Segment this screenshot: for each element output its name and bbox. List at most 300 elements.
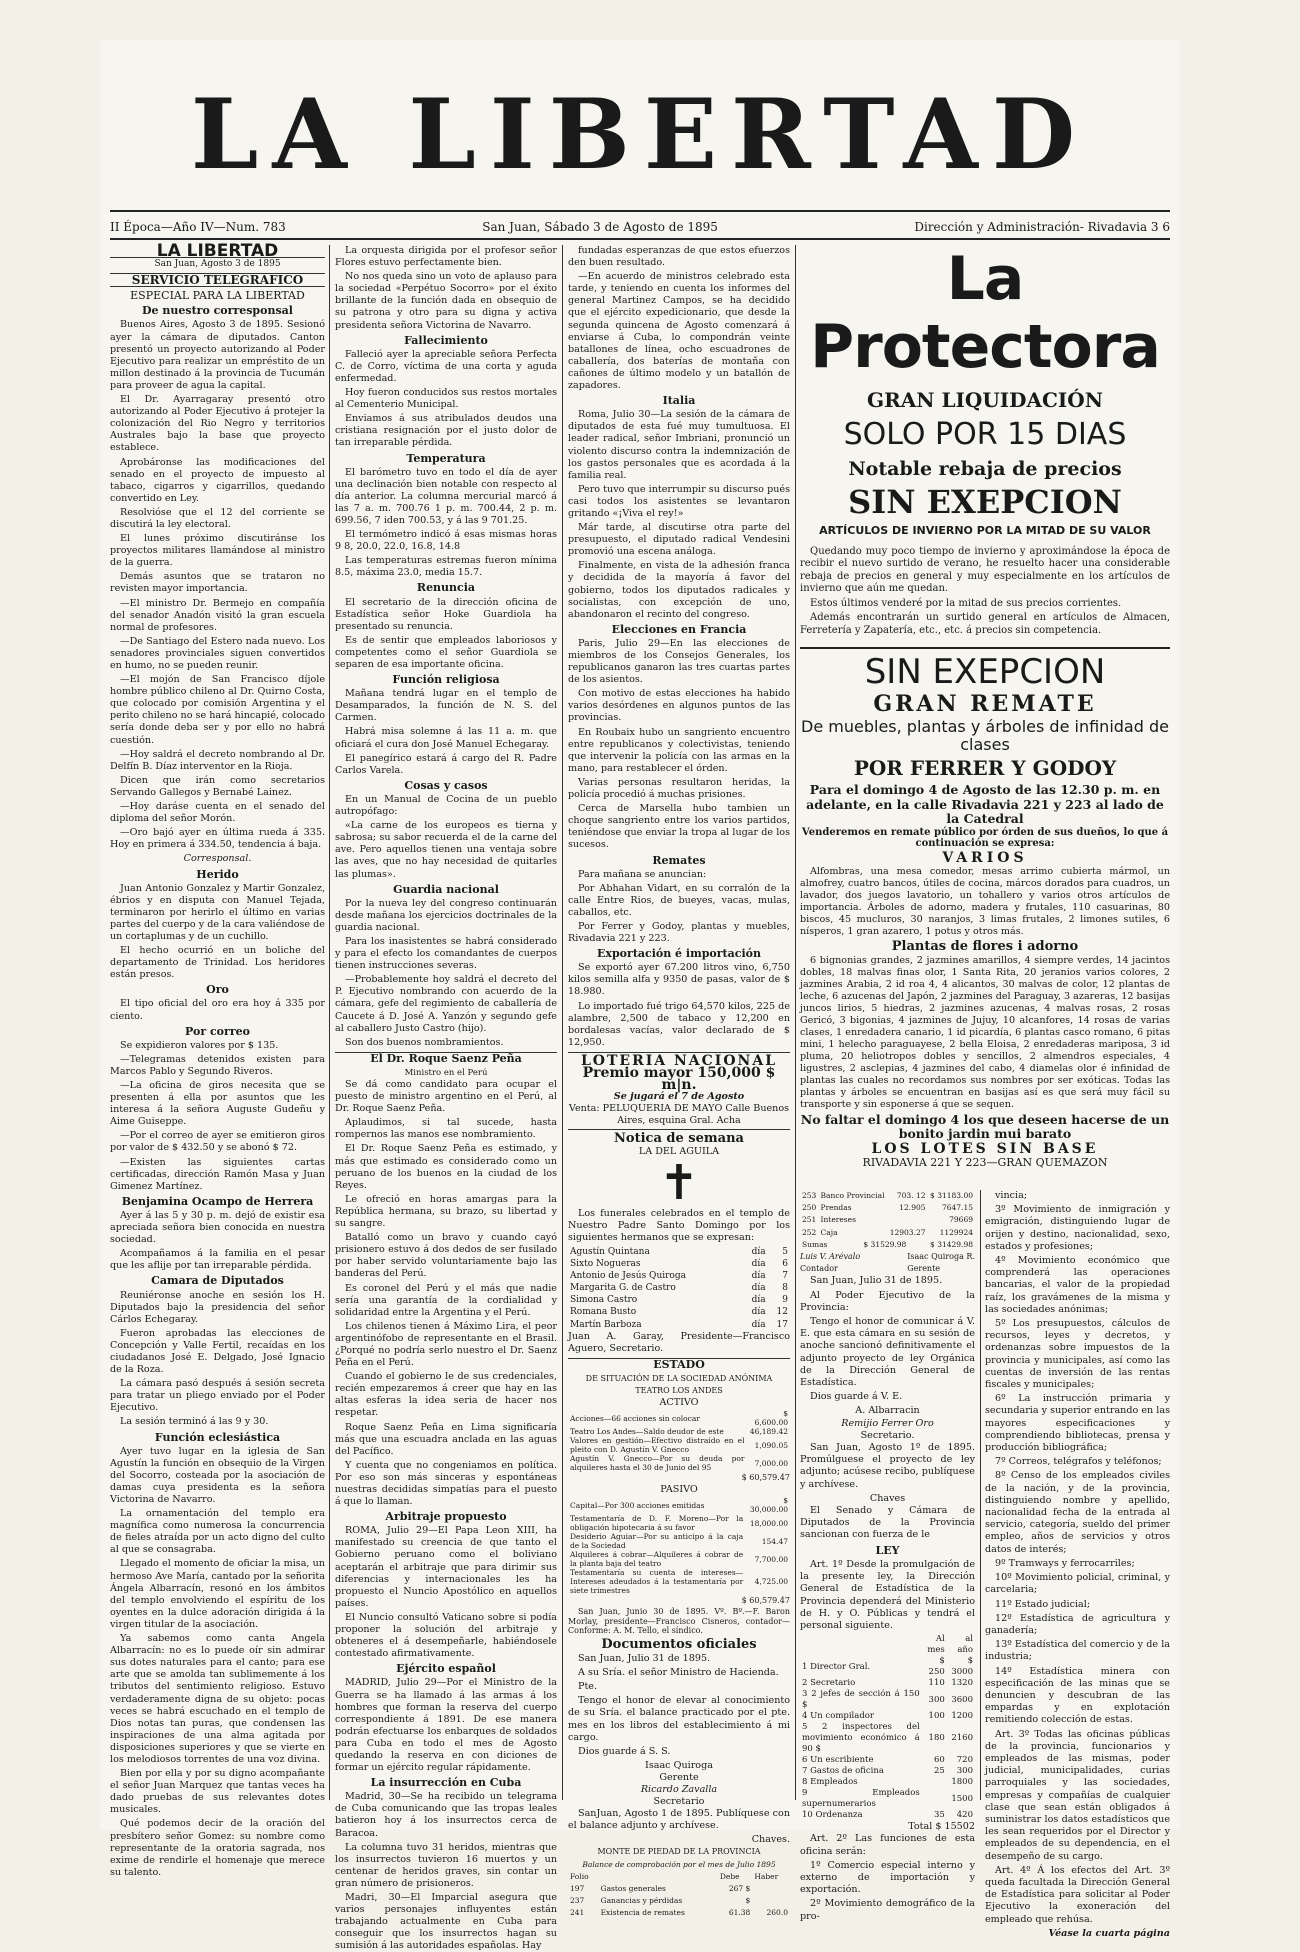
col1-sub: De nuestro corresponsal <box>142 304 293 318</box>
table-row <box>800 1214 975 1226</box>
paragraph: 4º Movimiento económico que comprenderá las operaciones bancarias, el valor de la propiedad raíz, los gravámenes de la misma y las sociedades anónimas; <box>985 1255 1170 1315</box>
gerente-role: Gerente <box>907 1264 941 1274</box>
table-cell: 703. 12 <box>896 1191 926 1200</box>
art1: Art. 1º Desde la promulgación de la presente ley, la Dirección General de Estadística de la Provincia dependerá del Ministerio de H. y O. Públicas y tendrá el personal siguiente. <box>800 1558 975 1631</box>
paragraph: La sesión terminó á las 9 y 30. <box>120 1416 269 1428</box>
ad-line-1: GRAN LIQUIDACIÓN <box>867 388 1103 412</box>
table-row <box>568 1550 790 1568</box>
table-cell: 12.905 <box>899 1203 926 1213</box>
table-row <box>800 1810 975 1821</box>
table-cell: 8 <box>782 1283 788 1294</box>
table-cell: 2 Secretario <box>802 1678 856 1689</box>
paragraph: Por Ferrer y Godoy, plantas y muebles, Rivadavia 221 y 223. <box>568 920 790 945</box>
ad-line-11: Venderemos en remate público por órden de sus dueños, lo que á continuación se expresa: <box>801 826 1169 850</box>
ad-line-16: RIVADAVIA 221 Y 223—GRAN QUEMAZON <box>862 1156 1108 1170</box>
paragraph: Para los inasistentes se habrá considerado y para el efecto los comandantes de cuerpos tienen instrucciones severas. <box>335 935 557 972</box>
dateline-issue: II Época—Año IV—Num. 783 <box>110 220 286 234</box>
dateline-rule <box>110 238 1170 240</box>
chaves: Chaves <box>869 1492 906 1504</box>
heading-herido: Herido <box>196 867 239 881</box>
col1-place: San Juan, Agosto 3 de 1895 <box>154 259 281 270</box>
col2-cosas <box>335 794 557 881</box>
col6-items <box>985 1190 1170 1926</box>
paragraph: Aplaudimos, si tal sucede, hasta rompernos las manos ese nombramiento. <box>335 1117 557 1141</box>
paragraph: El panegírico estará á cargo del R. Padre Carlos Varela. <box>335 752 557 776</box>
column-3 <box>568 245 790 1917</box>
table-cell: 253 <box>802 1191 817 1200</box>
hermanos-table <box>568 1246 790 1331</box>
ad-body-2: Estos últimos venderé por la mitad de sus precios corrientes. <box>810 597 1122 609</box>
paragraph: Tengo el honor de elevar al conocimiento de su Sría. el balance practicado por el pte. mes en los libros del establecimiento á mi cargo. <box>568 1695 790 1743</box>
table-cell: 420 <box>956 1810 973 1821</box>
paragraph: El Dr. Ayarragaray presentó otro autorizando al Poder Ejecutivo á protejer la colonización del Rio Negro y territorios Australes bajo la base que proyecto establece. <box>110 394 325 454</box>
table-cell: Testamentaría de D. F. Moreno—Por la obligación hipotecaria á su favor <box>570 1514 744 1533</box>
table-row <box>800 1656 975 1678</box>
table-cell: 5 <box>782 1246 788 1257</box>
heading-cosas: Cosas y casos <box>404 778 488 792</box>
col2-funcion-religiosa <box>335 688 557 777</box>
paragraph: Llegado el momento de oficiar la misa, un hermoso Ave María, cantado por la señorita Ángela Albarracín, resonó en los ámbitos del templo envolviendo el espíritu de los oyentes en la dulce adoración dirigida á la virgen titular de la asociación. <box>110 1558 325 1630</box>
paragraph: Para mañana se anuncian: <box>578 868 707 880</box>
table-cell: Teatro Los Andes—Saldo deudor de este <box>570 1427 724 1437</box>
ad-line-8: De muebles, plantas y árboles de infinidad de clases <box>801 716 1169 755</box>
paragraph: 10º Movimiento policial, criminal, y carcelaria; <box>985 1572 1170 1596</box>
ad-line-15: LOS LOTES SIN BASE <box>871 1141 1099 1158</box>
loteria-title: LOTERIA NACIONAL <box>580 1052 778 1069</box>
heading-pena: El Dr. Roque Saenz Peña <box>335 1052 557 1065</box>
paragraph: 2º Movimiento demográfico de la pro- <box>800 1898 975 1922</box>
col2-renuncia: El secretario de la dirección oficina de Estadística señor Hoke Guardiola ha presentado su renuncia. <box>335 596 557 632</box>
col1-oro: El tipo oficial del oro era hoy á 335 por ciento. <box>110 998 325 1022</box>
table-cell: Debe <box>719 1871 740 1881</box>
col2-cuba <box>335 1791 557 1952</box>
table-cell: 18,000.00 <box>749 1518 788 1528</box>
heading-italia: Italia <box>662 394 696 408</box>
table-row <box>800 1711 975 1722</box>
notica-sub: LA DEL AGUILA <box>638 1145 720 1157</box>
table-cell: 79669 <box>949 1215 973 1225</box>
paragraph: La ornamentación del templo era magnífica como numerosa la concurrencia de fieles atraída por un acto digno del culto al que se consagraba. <box>110 1508 325 1556</box>
masthead: LA LIBERTAD <box>190 78 1090 191</box>
table-row <box>568 1306 790 1318</box>
table-row <box>568 1496 790 1514</box>
table-cell: Romana Busto <box>570 1307 637 1318</box>
paragraph: A su Sría. el señor Ministro de Hacienda. <box>578 1667 779 1679</box>
paragraph: Art. 3º Todas las oficinas públicas de la provincia, funcionarios y empleados de las mismas, poder judicial, municipalidades, curias parroquiales y las sociedades, empresas y compañías de cualquier clase que sean están obligados á suministrar los datos estadísticos que les sean requeridos por el Director y empleados de su dependencia, en el desempeño de su cargo. <box>985 1728 1170 1862</box>
col3-remates <box>568 869 790 946</box>
table-row <box>568 1532 790 1550</box>
paragraph: —La oficina de giros necesita que se presenten á ella por asuntos que les interesa á la señora Auguste Gudeñu y Aime Guiseppe. <box>110 1080 325 1128</box>
table-cell: 4,725.00 <box>754 1577 788 1587</box>
paragraph: Art. 4º Á los efectos del Art. 3º queda facultada la Dirección General de Estadística para solicitar al Poder Ejecutivo la exoneración del empleado que rehúsa. <box>985 1864 1170 1925</box>
col5-letter <box>800 1275 975 1403</box>
paragraph: Cerca de Marsella hubo tambien un choque sangriento entre los varios partidos, teniéndose que enviar la tropa al lugar de los sucesos. <box>568 803 790 851</box>
column-divider <box>795 245 796 1800</box>
table-cell: Antonio de Jesús Quiroga <box>570 1271 686 1282</box>
paragraph: Enviamos á sus atribulados deudos una cristiana resignación por el justo dolor de tan irreparable pérdida. <box>335 413 557 449</box>
paragraph: Habrá misa solemne á las 11 a. m. que oficiará el cura don José Manuel Echegaray. <box>335 726 557 750</box>
col1-section: SERVICIO TELEGRAFICO <box>110 273 325 287</box>
ad-line-2: SOLO POR 15 DIAS <box>843 417 1127 452</box>
paragraph: Por la nueva ley del congreso continuarán desde mañana los ejercicios doctrinales de la guardia nacional. <box>335 897 557 933</box>
paragraph: 5º Los presupuestos, cálculos de recursos, leyes y decretos, y ordenanzas sobre impuestos de la provincia y municipales, así como las cuentas de inversión de las rentas fiscales y municipales; <box>985 1318 1170 1391</box>
table-cell: día <box>751 1246 766 1257</box>
paragraph: Pero tuvo que interrumpir su discurso pués casi todos los asistentes se levantaron gritando «¡Viva el rey!» <box>568 483 790 519</box>
heading-arbitraje: Arbitraje propuesto <box>385 1510 507 1524</box>
table-cell: 1200 <box>951 1711 973 1722</box>
paragraph: Se dá como candidato para ocupar el puesto de ministro argentino en el Perú, al Dr. Roque Saenz Peña. <box>335 1079 557 1115</box>
loteria-ad <box>568 1052 790 1131</box>
monte-title: MONTE DE PIEDAD DE LA PROVINCIA <box>597 1847 761 1857</box>
table-cell: 60 <box>933 1755 945 1766</box>
art2-items <box>800 1860 975 1923</box>
col2-renuncia2: Es de sentir que empleados laboriosos y competentes como el señor Guardiola se separen de esa importante oficina. <box>335 634 557 670</box>
paragraph: Con motivo de estas elecciones ha habido varios desórdenes en algunos puntos de las provincias. <box>568 688 790 724</box>
paragraph: Hoy fueron conducidos sus restos mortales al Cementerio Municipal. <box>335 387 557 411</box>
loteria-sale: Venta: PELUQUERIA DE MAYO Calle Buenos Aires, esquina Gral. Acha <box>568 1103 790 1127</box>
table-cell: día <box>751 1307 766 1318</box>
loteria-prize: Premio mayor 150,000 $ m|n. <box>582 1065 776 1094</box>
paragraph: Qué podemos decir de la oración del presbítero señor Gomez: su nombre como representante de la oratoria sagrada, nos exime de rendirle el homenaje que merece su talento. <box>110 1818 325 1878</box>
ley-intro: El Senado y Cámara de Diputados de la Provincia sancionan con fuerza de le <box>800 1505 975 1541</box>
paragraph: Dios guarde á V. E. <box>810 1391 903 1403</box>
table-cell: Margarita G. de Castro <box>570 1283 676 1294</box>
table-cell: $ <box>745 1895 751 1905</box>
table-cell: 2160 <box>951 1733 973 1744</box>
pasivo-total: $ 60,579.47 <box>741 1596 790 1606</box>
table-cell <box>599 1871 718 1883</box>
table-cell: 252 <box>802 1227 817 1237</box>
col1-special: ESPECIAL PARA LA LIBERTAD <box>130 289 305 303</box>
hermanos-sign: Juan A. Garay, Presidente—Francisco Aguero, Secretario. <box>568 1330 790 1354</box>
monte-table <box>568 1871 790 1919</box>
sign2-role: Secretario. <box>860 1429 915 1441</box>
paragraph: fundadas esperanzas de que estos efuerzos den buen resultado. <box>568 245 790 269</box>
col1-herido <box>110 883 325 982</box>
masthead-rule <box>110 210 1170 212</box>
heading-remates: Remates <box>652 853 706 867</box>
col1-camara <box>110 1290 325 1429</box>
paragraph: 11º Estado judicial; <box>995 1598 1091 1610</box>
funerales-text: Los funerales celebrados en el templo de Nuestro Padre Santo Domingo por los siguientes hermanos que se expresan: <box>568 1207 790 1243</box>
table-cell: Agustín Quintana <box>570 1246 650 1257</box>
table-cell: 300 <box>956 1766 973 1777</box>
ad-line-12: VARIOS <box>942 849 1028 866</box>
table-cell: al año <box>957 1634 973 1656</box>
ad-varios: Alfombras, una mesa comedor, mesas arrimo cubierta mármol, un almofrey, cuatro bancos, útiles de cocina, márcos dorados para cuadros, un lavador, dos juegos lavatorio, un tohallero y varios otros artículos de importancia. Árboles de adorno, madera y frutales, 110 casuarinas, 80 biscos, 45 mucluros, 30 naranjos, 3 limas frutales, 2 limones sutiles, 6 nísperos, 1 gran azarero, 1 potus y otros más. <box>800 865 1170 937</box>
table-row <box>568 1294 790 1306</box>
table-cell: $ 30,000.00 <box>749 1496 788 1515</box>
column-2 <box>335 245 557 1952</box>
table-row <box>568 1409 790 1427</box>
table-cell: Martín Barboza <box>570 1319 642 1330</box>
table-row <box>800 1202 975 1214</box>
col3-intro <box>568 245 790 392</box>
table-cell: 3600 <box>951 1694 973 1705</box>
table-cell: día <box>751 1319 766 1330</box>
estado-sub: DE SITUACIÓN DE LA SOCIEDAD ANÓNIMA TEATRO LOS ANDES <box>585 1373 773 1395</box>
col3-italia <box>568 409 790 621</box>
docs-sign2-role: Secretario <box>653 1796 705 1808</box>
table-cell: 1 Director Gral. <box>802 1661 871 1672</box>
paragraph: —Probablemente hoy saldrá el decreto del P. Ejecutivo nombrando con acuerdo de la cámara, gefe del regimiento de caballería de Caucete á D. José A. Yanzón y segundo gefe al caballero Justo Castro (hijo). <box>335 974 557 1034</box>
table-cell: 100 <box>928 1711 945 1722</box>
paragraph: vincia; <box>995 1190 1028 1201</box>
contador-role: Contador <box>800 1264 838 1274</box>
paragraph: —El ministro Dr. Bermejo en compañía del senador Anadón visitó la gran escuela normal de profesores. <box>110 597 325 633</box>
table-cell: 7 Gastos de oficina <box>802 1766 884 1777</box>
paragraph: Batalló como un bravo y cuando cayó prisionero estuvo á dos dedos de ser fusilado por haber servido voluntariamente bajo las banderas del Perú. <box>335 1232 557 1280</box>
table-cell: 241 <box>570 1907 585 1917</box>
paragraph: Mañana tendrá lugar en el templo de Desamparados, la función de N. S. del Carmen. <box>335 688 557 724</box>
letter2: San Juan, Agosto 1º de 1895. Promúlguese el proyecto de ley adjunto; acúsese recibo, publíquese y archívese. <box>800 1442 975 1490</box>
ad-line-4: SIN EXEPCION <box>848 483 1122 522</box>
paragraph: Y cuenta que no congeniamos en política. Por eso son más sinceras y espontáneas nuestras decididas simpatías para el puesto á que lo llaman. <box>335 1459 557 1508</box>
activo-total: $ 60,579.47 <box>741 1473 790 1483</box>
table-cell: Caja <box>820 1227 838 1237</box>
table-cell: Alquileres á cobrar—Alquileres á cobrar de la planta baja del teatro <box>570 1550 744 1569</box>
dateline-address: Dirección y Administración- Rivadavia 3 6 <box>914 220 1170 234</box>
table-cell: 6 <box>782 1259 788 1270</box>
paragraph: Acompañamos á la familia en el pesar que les aflije por tan irreparable pérdida. <box>110 1248 325 1272</box>
newspaper-page <box>100 40 1180 1952</box>
column-divider <box>980 1190 981 1800</box>
paragraph: Falleció ayer la apreciable señora Perfecta C. de Corro, víctima de una corta y aguda enfermedad. <box>335 348 557 384</box>
table-cell: Existencia de remates <box>600 1907 685 1917</box>
table-cell: 720 <box>956 1755 973 1766</box>
col1-ocampo <box>110 1210 325 1272</box>
table-cell: 4 Un compilador <box>802 1711 874 1722</box>
paragraph: El hecho ocurrió en un boliche del departamento de Trinidad. Los heridores están presos. <box>110 945 325 981</box>
sign2: Remijio Ferrer Oro <box>841 1417 934 1429</box>
table-row <box>568 1895 790 1907</box>
paragraph: 7º Correos, telégrafos y teléfonos; <box>995 1456 1162 1468</box>
paragraph: —Telegramas detenidos existen para Marcos Pablo y Segundo Riveros. <box>110 1053 325 1077</box>
table-cell: Agustín V. Gnecco—Por su deuda por alquileres hasta el 30 de Junio del 95 <box>570 1454 745 1473</box>
docs-sign1: Isaac Quiroga <box>645 1759 713 1771</box>
table-cell: Prendas <box>820 1203 852 1213</box>
cross-icon: ✝ <box>658 1154 700 1211</box>
estado-sign: San Juan, Junio 30 de 1895. Vº. Bº.—F. Baron Morlay, presidente—Francisco Cisneros, contador—Conforme: A. M. Tello, el síndico. <box>568 1607 790 1636</box>
table-cell: 1,090.05 <box>754 1440 788 1450</box>
col1-correo <box>110 1040 325 1193</box>
table-cell: Acciones—66 acciones sin colocar <box>570 1413 700 1423</box>
activo-table <box>568 1409 790 1472</box>
contador-name: Luis V. Arévalo <box>800 1252 861 1262</box>
table-row <box>800 1766 975 1777</box>
table-cell <box>922 1777 947 1788</box>
heading-temperatura: Temperatura <box>406 451 486 465</box>
pasivo-label: PASIVO <box>660 1484 698 1496</box>
sumas-haber: $ 31429.98 <box>930 1239 973 1249</box>
col3-francia <box>568 638 790 852</box>
paragraph: El Nuncio consultó Vaticano sobre si podía proponer la solución del arbitraje y obteneres el á desempeñarle, habiéndosele contestado afirmativamente. <box>335 1611 557 1660</box>
ad-line-7: GRAN REMATE <box>873 691 1097 718</box>
paragraph: El Dr. Roque Saenz Peña es estimado, y más que estimado es considerado como un peruano de los buenos en la ciudad de los Reyes. <box>335 1143 557 1191</box>
table-cell: Haber <box>754 1871 779 1881</box>
table-cell: 237 <box>570 1895 585 1905</box>
paragraph: Buenos Aires, Agosto 3 de 1895. Sesionó ayer la cámara de diputados. Canton presentó un proyecto autorizando al Poder Ejecutivo para realizar un empréstito de un millon destinado á la provincia de Tucumán para proveer de agua la capital. <box>110 319 325 391</box>
paragraph: —Hoy daráse cuenta en el senado del diploma del señor Morón. <box>110 801 325 825</box>
table-cell: Ganancias y pérdidas <box>600 1895 683 1905</box>
table-cell: día <box>751 1259 766 1270</box>
table-cell: 12 <box>776 1307 788 1318</box>
paragraph: La columna tuvo 31 heridos, mientras que los insurrectos tuvieron 16 muertos y un centenar de heridos graves, sin contar un gran número de prisioneros. <box>335 1841 557 1889</box>
paragraph: Paris, Julio 29—En las elecciones de miembros de los Consejos Generales, los republicanos ganaron las tres cuartas partes de los asientos. <box>568 637 790 686</box>
ad-line-14: No faltar el domingo 4 los que deseen hacerse de un bonito jardin mui barato <box>800 1111 1170 1141</box>
paragraph: 9º Tramways y ferrocarriles; <box>995 1557 1135 1569</box>
col1-funcion <box>110 1446 325 1879</box>
paragraph: Bien por ella y por su digno acompañante el señor Juan Marquez que tantas veces ha dado pruebas de sus relevantes dotes musicales. <box>110 1768 325 1816</box>
ad-line-9: POR FERRER Y GODOY <box>853 756 1117 781</box>
table-cell: Testamentaría su cuenta de intereses—Intereses adeudados á la testamentaría por siete trimestres <box>570 1568 744 1596</box>
paragraph: No nos queda sino un voto de aplauso para la sociedad «Perpétuo Socorro» por el éxito brillante de la función dada en obsequio de su patrona y otro para su digna y activa presidenta señora Victorina de Navarro. <box>335 271 557 331</box>
paragraph: 3º Movimiento de inmigración y emigración, distinguiendo lugar de orijen y destino, nacionalidad, sexo, estados y profesiones; <box>985 1204 1170 1252</box>
heading-guardia: Guardia nacional <box>393 882 499 896</box>
dateline <box>110 220 1170 234</box>
ad-line-3: Notable rebaja de precios <box>848 457 1122 480</box>
sumas-debe: $ 31529.98 <box>863 1239 907 1249</box>
table-cell: 251 <box>802 1215 817 1225</box>
paragraph: 1º Comercio especial interno y externo de importación y exportación. <box>800 1859 975 1896</box>
column-divider <box>562 245 563 1800</box>
table-cell: 110 <box>928 1678 945 1689</box>
sumas-label: Sumas <box>802 1239 828 1249</box>
paragraph: San Juan, Julio 31 de 1895. <box>578 1653 711 1665</box>
table-cell: 5 2 inspectores del movimiento económico á 90 $ <box>802 1722 920 1755</box>
col2-pena-sub: Ministro en el Perú <box>404 1067 488 1078</box>
table-row <box>800 1689 975 1711</box>
table-row <box>568 1246 790 1258</box>
heading-export: Exportación é importación <box>597 947 761 961</box>
paragraph: Se expidieron valores por $ 135. <box>120 1039 279 1051</box>
paragraph: Lo importado fué trigo 64,570 kilos, 225 de alambre, 2,500 de tabaco y 12,200 en bordalesas vacías, valor declarado de $ 12,950. <box>568 1000 790 1048</box>
ad-plantas: 6 bignonias grandes, 2 jazmines amarillos, 4 siempre verdes, 14 jacintos dobles, 18 malvas finas olor, 1 Santa Rita, 20 jeranios varios colores, 2 jazmines Arabia, 2 id roa 4, 4 alicantos, 30 malvas de color, 12 plantas de leche, 6 azucenas del Japón, 2 jazmines del Paraguay, 3 azareras, 12 basijas juncos lirios, 5 hiedras, 2 jazmines azucenas, 4 malvas rosas, 2 rosas Gericó, 3 bigonias, 4 jazmines de Jujuy, 10 alcanfores, 14 rosas de varias clases, 1 enredadera canario, 1 id picardía, 6 plantas casco romano, 6 pitas mini, 1 helecho paraguayese, 2 bella Eloisa, 2 enredaderas mariposa, 3 id pluma, 20 heliotropos dobles y sencillos, 2 almendros especiales, 4 ligustres, 2 asclepias, 4 jazmines del cabo, 4 diamelas olor é infinidad de plantas las cuales no recordamos sus nombres por ser exóticas. Todas las plantas y árboles se encuentran en basijas así es que será muy fácil su transporte y sin esponerse á que se sequen. <box>800 954 1170 1110</box>
paragraph: Por Abhahan Vidart, en su corralón de la calle Entre Rios, de bueyes, vacas, mulas, caballos, etc. <box>568 882 790 918</box>
paragraph: 13º Estadística del comercio y de la industria; <box>985 1639 1170 1663</box>
paragraph: El termómetro indicó á esas mismas horas 9 8, 20.0, 22.0, 16.8, 14.8 <box>335 529 557 553</box>
heading-espanol: Ejército español <box>396 1662 496 1676</box>
heading-oro: Oro <box>206 983 229 997</box>
paragraph: Aprobáronse las modificaciones del senado en el proyecto de impuesto al tabaco, cigarros y cigarrillos, quedando convertido en Ley. <box>110 456 325 504</box>
column-divider <box>329 245 330 1800</box>
table-cell: Sixto Nogueras <box>570 1259 641 1270</box>
paragraph: Al Poder Ejecutivo de la Provincia: <box>800 1289 975 1313</box>
table-row <box>568 1319 790 1331</box>
sign1: A. Albarracin <box>855 1405 920 1417</box>
paragraph: —Existen las siguientes cartas certificadas, dirección Ramón Masa y Juan Gimenez Martínez. <box>110 1156 325 1192</box>
heading-ocampo: Benjamina Ocampo de Herrera <box>121 1194 314 1208</box>
table-cell <box>922 1788 947 1810</box>
heading-funcion: Función eclesiástica <box>154 1430 281 1444</box>
paragraph: Finalmente, en vista de la adhesión franca y decidida de la mayoría á favor del gobierno, todos los diputados radicales y socialistas, con excepción de uno, abandonaron el recinto del congreso. <box>568 560 790 620</box>
heading-francia: Elecciones en Francia <box>611 622 747 636</box>
table-cell: 10 Ordenanza <box>802 1810 863 1821</box>
heading-camara: Camara de Diputados <box>151 1274 284 1288</box>
table-row <box>568 1454 790 1472</box>
table-cell <box>800 1634 922 1656</box>
ad-line-6: SIN EXEPCION <box>800 647 1170 692</box>
heading-correo: Por correo <box>185 1024 250 1038</box>
table-cell: 1800 <box>951 1777 973 1788</box>
paragraph: En un Manual de Cocina de un pueblo autropófago: <box>335 793 557 818</box>
paragraph: Madri, 30—El Imparcial asegura que varios personajes influyentes están trabajando actualmente en Cuba para conseguir que los insurrectos hagan su sumisión á las autoridades españolas. Hay <box>335 1892 557 1952</box>
column-6 <box>985 1190 1170 1939</box>
loteria-date: Se jugará el 7 de Agosto <box>613 1091 745 1103</box>
paragraph: Es coronel del Perú y el más que nadie sería una garantía de la cordialidad y solidaridad entre la Argentina y el Perú. <box>335 1282 557 1318</box>
paragraph: —En acuerdo de ministros celebrado esta tarde, y teniendo en cuenta los informes del general Martinez Campos, se ha decidido que el ejército expedicionario, que desde la segunda quincena de Agosto comenzará á enviarse á Cuba, lo compondrán veinte batallones de línea, ocho escuadrones de caballería, dos baterías de montaña con cañones de último modelo y un batallón de zapadores. <box>568 271 790 392</box>
docs-title: Documentos oficiales <box>601 1636 757 1652</box>
table-cell: 25 <box>933 1766 945 1777</box>
table-row <box>800 1190 975 1202</box>
table-cell: 300 <box>928 1694 945 1705</box>
staff-table <box>800 1634 975 1821</box>
table-cell: 197 <box>570 1883 585 1893</box>
table-cell: Valores en gestión—Efectivo distraído en el pleito con D. Agustín V. Gnecco <box>570 1436 745 1455</box>
table-cell: Al mes <box>927 1634 945 1656</box>
table-row <box>800 1678 975 1689</box>
table-cell: 6 Un escribiente <box>802 1755 874 1766</box>
paragraph: Reuniéronse anoche en sesión los H. Diputados bajo la presidencia del señor Cárlos Echegaray. <box>110 1289 325 1325</box>
paragraph: Madrid, 30—Se ha recibido un telegrama de Cuba comunicando que las tropas leales batieron hoy á los insurrectos cerca de Baracoa. <box>335 1791 557 1839</box>
table-cell: día <box>751 1295 766 1306</box>
paragraph: —De Santiago del Estero nada nuevo. Los senadores provinciales siguen convertidos en humo, no se pueden reunir. <box>110 635 325 671</box>
dateline-date: San Juan, Sábado 3 de Agosto de 1895 <box>482 220 718 234</box>
paragraph: —Por el correo de ayer se emitieron giros por valor de $ 432.50 y se abonó $ 72. <box>110 1130 325 1154</box>
ad-title: La Protectora <box>810 244 1160 382</box>
column-5 <box>800 1190 975 1922</box>
pasivo-table <box>568 1496 790 1595</box>
table-row <box>568 1427 790 1436</box>
paragraph: El lunes próximo discutiránse los proyectos militares llamándose al ministro de la guerra. <box>110 533 325 569</box>
table-cell: 180 <box>928 1733 945 1744</box>
activo-label: ACTIVO <box>659 1397 699 1409</box>
col2-intro <box>335 245 557 332</box>
table-cell: Intereses <box>820 1215 856 1225</box>
table-cell: $ 31183.00 <box>930 1191 973 1200</box>
col3-export <box>568 962 790 1049</box>
col2-fallecimiento <box>335 349 557 450</box>
table-row <box>568 1514 790 1532</box>
heading-funcion-religiosa: Función religiosa <box>392 673 500 687</box>
table-cell: $ 3000 <box>951 1656 973 1678</box>
ley-title: LEY <box>875 1543 900 1557</box>
paragraph: ROMA, Julio 29—El Papa Leon XIII, ha manifestado su creencia de que tanto el Gobierno peruano como el boliviano aceptarán el arbitraje que para dirimir sus diferencias y internacionales les ha propuesto el Nuncio Apostólico en aquellos países. <box>335 1525 557 1609</box>
table-row <box>800 1777 975 1788</box>
table-row <box>568 1270 790 1282</box>
col1-paras <box>110 319 325 851</box>
ad-line-10: Para el domingo 4 de Agosto de las 12.30 p. m. en adelante, en la calle Rivadavia 221 y 223 al lado de la Catedral <box>806 782 1164 827</box>
table-row <box>568 1282 790 1294</box>
table-cell: 7647.15 <box>941 1203 973 1213</box>
table-cell: 3 2 jefes de sección á 150 $ <box>802 1689 920 1711</box>
ad-line-5: ARTÍCULOS DE INVIERNO POR LA MITAD DE SU VALOR <box>819 524 1151 538</box>
col3-docs <box>568 1653 790 1758</box>
paragraph: Resolvióse que el 12 del corriente se discutirá la ley electoral. <box>110 506 325 530</box>
paragraph: 6º La instrucción primaria y secundaria y superior entrando en las mayores especificaciones y comprendiendo bibliotecas, prensa y producción bibliográfica; <box>985 1393 1170 1454</box>
paragraph: Son dos buenos nombramientos. <box>345 1036 504 1048</box>
table-row <box>568 1883 790 1895</box>
paragraph: 12º Estadística de agricultura y ganadería; <box>985 1612 1170 1636</box>
docs-end: SanJuan, Agosto 1 de 1895. Publíquese con el balance adjunto y archívese. <box>568 1808 790 1832</box>
table-cell: $ 250 <box>928 1656 945 1678</box>
paragraph: Ayer á las 5 y 30 p. m. dejó de existir esa apreciada señora bien conocida en nuestra sociedad. <box>110 1209 325 1246</box>
staff-total: Total $ 15502 <box>908 1821 975 1833</box>
ad-body-3: Además encontrarán un surtido general en artículos de Almacen, Ferretería y Zapatería, etc., etc. á precios sin competencia. <box>800 612 1170 636</box>
paragraph: Pte. <box>578 1681 598 1693</box>
table-cell: 250 <box>802 1203 817 1213</box>
col1-signature: Corresponsal. <box>183 853 252 865</box>
